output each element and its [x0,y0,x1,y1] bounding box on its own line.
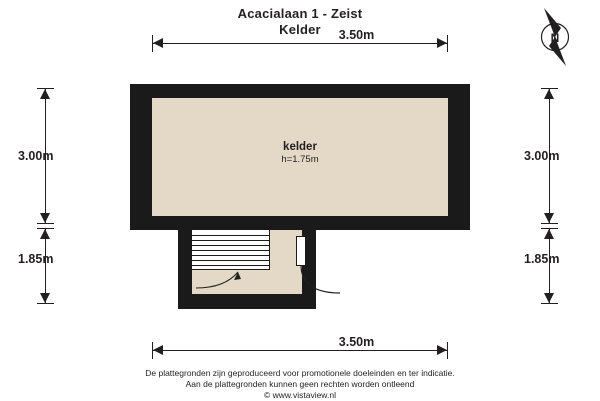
dimension-left-lower-label: 1.85m [18,252,54,266]
dimension-bottom-width [152,337,448,363]
room-kelder-height: h=1.75m [281,154,319,165]
dimension-right-upper-label: 3.00m [524,149,560,163]
stair-direction-arrow-icon [194,268,268,292]
dimension-top-width [152,30,448,56]
footer-disclaimer [0,368,600,401]
dimension-top-width-label: 3.50m [322,27,392,43]
dimension-bottom-width-label: 3.50m [322,334,392,350]
dimension-right-lower-label: 1.85m [524,252,560,266]
stairwell-floor [192,230,302,294]
room-kelder [130,84,470,230]
staircase-icon [192,230,270,270]
svg-text:N: N [550,31,560,45]
footer-line-2: Aan de plattegronden kunnen geen rechten worden ontleend [185,379,415,389]
footer-line-3: © www.vistaview.nl [264,390,336,400]
footer-line-1: De plattegronden zijn geproduceerd voor promotionele doeleinden en ter indicatie. [145,368,455,378]
title-floor: Kelder [279,22,321,37]
room-kelder-label: kelder [283,141,317,153]
title-address: Acacialaan 1 - Zeist [237,6,363,21]
dimension-left-upper-label: 3.00m [18,149,54,163]
door-swing-arc-icon [300,264,344,294]
compass-north-icon [522,4,588,70]
door-panel-icon [296,236,306,266]
stairwell-block [178,230,316,309]
floorplan-drawing [130,84,470,309]
